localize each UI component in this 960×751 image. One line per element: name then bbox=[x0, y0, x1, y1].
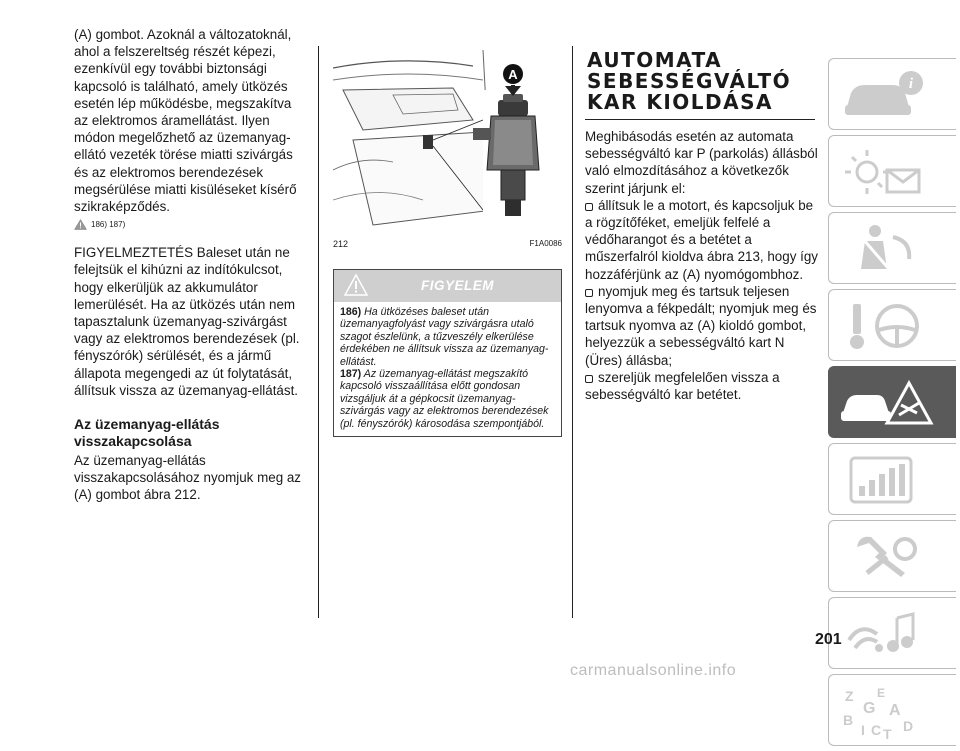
tab-emergency[interactable] bbox=[828, 366, 956, 438]
multimedia-icon bbox=[839, 604, 934, 664]
car-info-icon bbox=[839, 65, 934, 125]
warning-body bbox=[334, 302, 561, 436]
index-icon bbox=[839, 681, 934, 741]
warning-box bbox=[333, 269, 562, 437]
paragraph-intro: Meghibásodás esetén az automata sebességváltó kar P (parkolás) állásból való elmozdításához a következők szerint járjunk el: bbox=[585, 129, 818, 196]
svg-text:B: B bbox=[843, 712, 854, 728]
svg-text:E: E bbox=[877, 686, 886, 700]
warning-references bbox=[74, 219, 306, 230]
paragraph-caution: FIGYELMEZTETÉS Baleset után ne felejtsük el kihúzni az indítókulcsot, hogy elkerüljük az akkumulátor lemerülését. Ha az ütközés után nem tapasztalunk üzemanyag-szivárgást vagy az elektromos berendezések (pl. fényszórók) sérülését, és a jármű állapota megengedi az út folytatását, állítsuk vissza az üzemanyag-ellátást. bbox=[74, 245, 300, 398]
paragraph-fuel-cutoff: (A) gombot. Azoknál a változatoknál, ahol a felszereltség részét képezi, ezenkívül egy további biztonsági kapcsoló is található, amely ütközés esetén lép működésbe, megszakítva az elektromos áramellátást. Ilyen módon megelőzhető az üzemanyag-ellátó vezeték törése miatti szivárgás és az elektromos berendezések megsérülése miatti kisüléseket kísérő szikraképződés. bbox=[74, 27, 297, 215]
list-item bbox=[585, 369, 821, 403]
title-underline bbox=[585, 119, 815, 120]
checkbox-bullet-icon bbox=[585, 289, 593, 297]
warning-title: FIGYELEM bbox=[420, 278, 494, 293]
reference-numbers: 186) 187) bbox=[91, 220, 126, 230]
section-title-line: SEBESSÉGVÁLTÓ bbox=[587, 69, 792, 93]
list-item-text: szereljük megfelelően vissza a sebességváltó kar betétet. bbox=[585, 369, 780, 403]
left-column bbox=[74, 26, 306, 504]
right-column bbox=[585, 44, 821, 403]
checkbox-bullet-icon bbox=[585, 203, 593, 211]
figure-number: 212 bbox=[333, 239, 349, 249]
svg-text:G: G bbox=[863, 700, 876, 717]
middle-column bbox=[333, 50, 562, 437]
section-title-line: AUTOMATA bbox=[587, 48, 723, 72]
dashboard-lights-icon bbox=[839, 142, 934, 202]
column-divider bbox=[318, 46, 319, 618]
warning-number: 187) bbox=[340, 368, 362, 381]
label-a-text: A bbox=[508, 67, 518, 82]
paragraph-fuel-reset: Az üzemanyag-ellátás visszakapcsolásához nyomjuk meg az (A) gombot ábra 212. bbox=[74, 453, 302, 503]
section-title-line: KAR KIOLDÁSA bbox=[587, 90, 773, 114]
svg-text:T: T bbox=[883, 726, 892, 741]
warning-item-187 bbox=[340, 368, 555, 430]
section-title bbox=[587, 50, 821, 113]
warning-text: Az üzemanyag-ellátást megszakító kapcsoló visszaállítása előtt gondosan vizsgáljuk át a gépkocsit üzemanyag-szivárgás vagy az elektromos berendezések (pl. fényszórók) károsodása szempontjából. bbox=[340, 368, 549, 430]
column-divider bbox=[572, 46, 573, 618]
svg-text:Z: Z bbox=[845, 688, 854, 704]
chapter-tabs bbox=[828, 58, 956, 751]
list-item-text: állítsuk le a motort, és kapcsoljuk be a rögzítőféket, emeljük felfelé a védőharangot és a betétet a műszerfalról kioldva ábra 213, hogy így hozzáférjünk az (A) nyomógombhoz. bbox=[585, 197, 818, 282]
warning-triangle-icon bbox=[74, 219, 87, 230]
svg-text:I: I bbox=[861, 722, 865, 738]
key-steering-icon bbox=[839, 296, 934, 356]
seat-belt-airbag-icon bbox=[839, 219, 934, 279]
tab-index[interactable] bbox=[828, 674, 956, 746]
svg-text:D: D bbox=[903, 718, 914, 734]
page-number: 201 bbox=[815, 631, 842, 648]
svg-text:i: i bbox=[908, 76, 914, 92]
tab-multimedia[interactable] bbox=[828, 597, 956, 669]
list-item bbox=[585, 197, 821, 283]
tab-safety[interactable] bbox=[828, 212, 956, 284]
tab-dashboard-lights[interactable] bbox=[828, 135, 956, 207]
list-item-text: nyomjuk meg és tartsuk teljesen lenyomva a fékpedált; nyomjuk meg és tartsuk nyomva az (A) kioldó gombot, helyezzük a sebességváltó kart N (Üres) állásba; bbox=[585, 283, 817, 368]
maintenance-icon bbox=[839, 450, 934, 510]
subheading-fuel-reset: Az üzemanyag-ellátás visszakapcsolása bbox=[74, 416, 220, 450]
emergency-warning-icon bbox=[839, 373, 934, 433]
svg-text:C: C bbox=[871, 722, 882, 738]
figure-code: F1A0086 bbox=[529, 239, 562, 248]
figure-fuel-cutoff-switch bbox=[333, 50, 562, 235]
tab-technical-data[interactable] bbox=[828, 520, 956, 592]
list-item bbox=[585, 283, 821, 369]
tab-maintenance[interactable] bbox=[828, 443, 956, 515]
figure-caption bbox=[333, 239, 562, 249]
warning-text: Ha ütközéses baleset után üzemanyagfolyást vagy szivárgásra utaló szagot észlelünk, a tűzveszély elkerülése érdekében ne állítsuk vissza az üzemanyag-ellátást. bbox=[340, 306, 549, 368]
warning-number: 186) bbox=[340, 306, 362, 318]
svg-text:A: A bbox=[889, 702, 901, 719]
warning-header bbox=[334, 270, 561, 302]
warning-item-186 bbox=[340, 306, 555, 368]
tab-car-info[interactable] bbox=[828, 58, 956, 130]
fuel-switch-illustration bbox=[333, 50, 562, 235]
tab-starting-driving[interactable] bbox=[828, 289, 956, 361]
watermark: carmanualsonline.info bbox=[570, 662, 737, 679]
technical-data-icon bbox=[839, 527, 934, 587]
checkbox-bullet-icon bbox=[585, 375, 593, 383]
